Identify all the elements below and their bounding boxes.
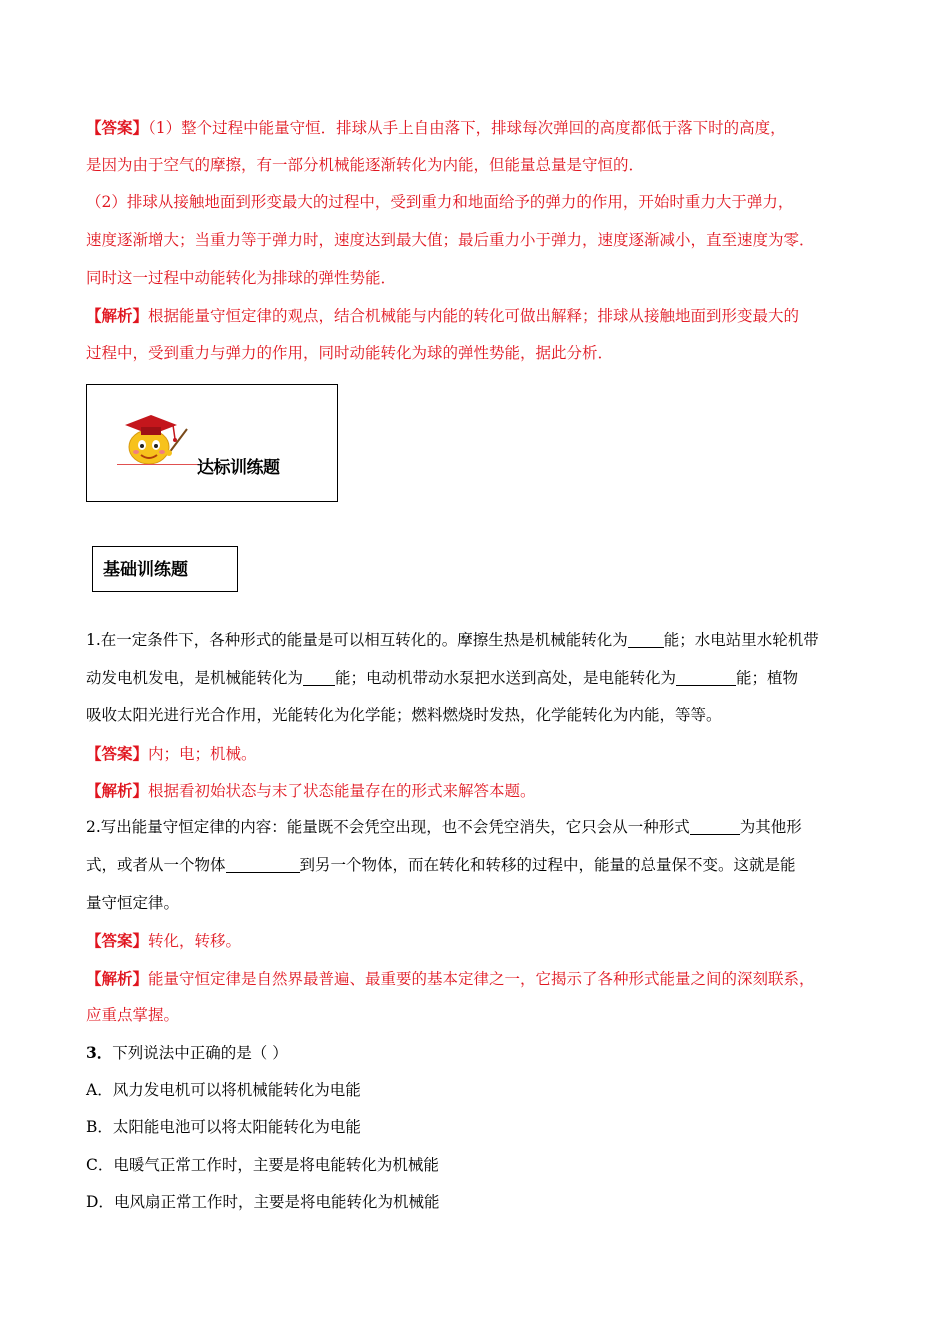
q1-blank-1 [628,629,664,648]
q1-blank-2 [303,667,335,686]
q3-option-c: C．电暖气正常工作时，主要是将电能转化为机械能 [86,1156,439,1174]
q1-line-1: 1.在一定条件下，各种形式的能量是可以相互转化的。摩擦生热是机械能转化为 能；水电站里水轮机带 [86,631,819,649]
q3-option-b: B．太阳能电池可以将太阳能转化为电能 [86,1118,361,1136]
q2-line-1: 2.写出能量守恒定律的内容：能量既不会凭空出现，也不会凭空消失，它只会从一种形式 为其他形 [86,818,802,836]
analysis-label: 【解析】 [86,306,149,325]
q2-analysis-1: 【解析】能量守恒定律是自然界最普遍、最重要的基本定律之一，它揭示了各种形式能量之间的深刻联系， [86,969,815,988]
training-banner [86,384,338,502]
q1-line-3: 吸收太阳光进行光合作用，光能转化为化学能；燃料燃烧时发热，化学能转化为内能，等等。 [86,706,722,724]
answer-label: 【答案】 [86,118,149,137]
banner-underline [117,464,199,465]
analysis-line-2: 过程中，受到重力与弹力的作用，同时动能转化为球的弹性势能，据此分析． [86,344,614,362]
answer-line-3: （2）排球从接触地面到形变最大的过程中，受到重力和地面给予的弹力的作用，开始时重力大于弹力， [86,193,794,211]
analysis-line-1: 【解析】根据能量守恒定律的观点，结合机械能与内能的转化可做出解释；排球从接触地面到形变最大的 [86,306,800,325]
answer-line-4: 速度逐渐增大；当重力等于弹力时，速度达到最大值；最后重力小于弹力，速度逐渐减小，直至速度为零． [86,231,815,249]
answer-line-5: 同时这一过程中动能转化为排球的弹性势能． [86,269,397,287]
q1-analysis: 【解析】根据看初始状态与末了状态能量存在的形式来解答本题。 [86,781,536,800]
q2-line-2: 式，或者从一个物体 到另一个物体，而在转化和转移的过程中，能量的总量保不变。这就是能 [86,856,796,874]
q2-line-3: 量守恒定律。 [86,894,180,912]
graduate-mascot-icon [113,403,193,467]
q2-analysis-2: 应重点掌握。 [86,1006,180,1024]
answer-line-2: 是因为由于空气的摩擦，有一部分机械能逐渐转化为内能，但能量总量是守恒的． [86,156,645,174]
q3-option-d: D．电风扇正常工作时，主要是将电能转化为机械能 [86,1193,440,1211]
q2-answer: 【答案】转化，转移。 [86,931,242,950]
banner-title: 达标训练题 [197,458,280,478]
q3-option-a: A．风力发电机可以将机械能转化为电能 [86,1081,361,1099]
section-title: 基础训练题 [103,560,188,580]
q1-answer: 【答案】内；电；机械。 [86,744,257,763]
q2-blank-2 [226,854,300,873]
answer-line-1: 【答案】（1）整个过程中能量守恒．排球从手上自由落下，排球每次弹回的高度都低于落下时的高度， [86,118,786,137]
q1-blank-3 [676,667,736,686]
q2-blank-1 [690,816,740,835]
q1-line-2: 动发电机发电，是机械能转化为 能；电动机带动水泵把水送到高处，是电能转化为 能；植物 [86,669,799,687]
section-header-box [92,546,238,592]
q3-stem: 3．下列说法中正确的是（ ） [86,1043,288,1062]
